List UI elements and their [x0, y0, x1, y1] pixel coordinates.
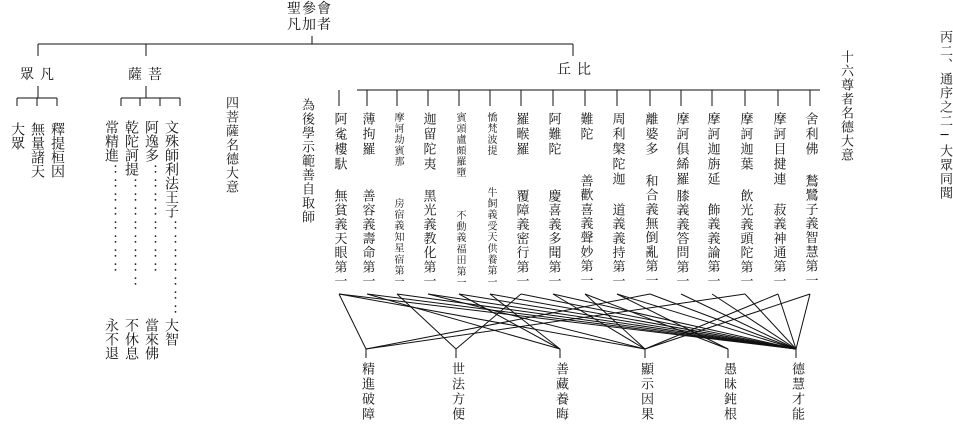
disciple-virtue: 膝義義答問第一 [673, 188, 689, 288]
category-label: 精進破障 [359, 362, 374, 422]
disciple-name: 羅睺羅 [513, 112, 529, 157]
disciple-name: 摩訶迦葉 [737, 112, 753, 172]
pusa-member-dots: ：：：：：：：： [103, 164, 119, 276]
disciple-virtue: 善容義壽命第一 [359, 188, 375, 288]
disciple-name: 薄拘羅 [359, 112, 375, 157]
disciple-virtue: 牛飼義受天供養第一 [485, 187, 496, 288]
disciple-name: 摩訶迦旃延 [704, 112, 720, 187]
disciple-virtue: 覆障義密行第一 [513, 188, 529, 288]
category-label: 世法方便 [449, 362, 464, 422]
disciple-virtue: 無貧義天眼第一 [331, 188, 347, 288]
pusa-member-suffix: 當來佛 [143, 318, 159, 360]
pusa-member-name: 阿逸多 [143, 120, 159, 162]
disciple-name: 難陀 [577, 112, 593, 142]
disciple-name: 憍梵波提 [485, 112, 496, 156]
category-label: 善藏養晦 [553, 362, 568, 422]
pusa-member-suffix: 永不退 [103, 318, 119, 360]
group-qiubi: 丘比 [557, 62, 597, 78]
disciple-name: 摩訶俱絺羅 [673, 112, 689, 187]
disciple-name: 賓頭盧頗羅墮 [454, 112, 465, 178]
zhongfan-member-2: 無量諸天 [29, 122, 45, 178]
link-line [553, 294, 796, 349]
category-label: 德慧才能 [789, 362, 804, 422]
group-pusa: 薩菩 [128, 67, 168, 83]
disciple-virtue: 房宿義知星宿第一 [392, 198, 403, 288]
link-line [367, 294, 560, 349]
link-line [367, 294, 796, 349]
link-line [778, 294, 796, 349]
disciple-name: 摩訶目揵連 [770, 112, 786, 187]
pusa-member-name: 乾陀訶提 [123, 120, 139, 176]
disciple-name: 阿㝹樓馱 [331, 112, 347, 172]
disciple-virtue: 黑光義教化第一 [420, 188, 436, 288]
pusa-note: 四菩薩名德大意 [223, 96, 238, 194]
disciple-virtue: 善歡喜義聲妙第一 [577, 174, 593, 288]
disciple-name: 阿難陀 [545, 112, 561, 157]
category-label: 顯示因果 [638, 362, 653, 422]
disciple-virtue: 菽義神通第一 [770, 202, 786, 288]
pusa-member-dots: ：：：：：：：： [123, 178, 139, 290]
disciple-name: 迦留陀夷 [420, 112, 436, 172]
pusa-member-dots: ：：：：：：： [163, 220, 179, 318]
root-title-line2: 凡加者 [287, 17, 332, 33]
disciple-name: 摩訶劫賓那 [392, 112, 403, 167]
link-line [366, 294, 745, 349]
zhongfan-member-1: 釋提桓因 [49, 122, 65, 178]
disciple-virtue: 飲光義頭陀第一 [737, 188, 753, 288]
page-label: 丙二、通序之二─大眾同聞 [937, 30, 952, 200]
disciple-virtue: 飾義義論第一 [704, 202, 720, 288]
pusa-member-dots: ：：：：：：：： [143, 164, 159, 276]
disciple-virtue: 鶖鷺子義智慧第一 [802, 174, 818, 288]
pusa-member-suffix: 不休息 [123, 318, 139, 360]
link-line [339, 294, 366, 349]
disciple-name: 離婆多 [642, 112, 658, 157]
link-line [456, 294, 521, 349]
link-line [796, 294, 810, 349]
zhongfan-member-3: 大眾 [9, 122, 25, 150]
pusa-member-suffix: 大智 [163, 318, 179, 346]
root-title-line1: 聖參會 [287, 1, 332, 17]
link-line [490, 294, 560, 349]
link-line [397, 294, 456, 349]
pusa-member-name: 常精進 [103, 120, 119, 162]
xue-note: 為後學示範善自取師 [299, 98, 314, 224]
sixteen-note: 十六尊者名德大意 [838, 50, 853, 162]
disciple-virtue: 不動義福田第一 [454, 209, 465, 288]
pusa-member-name: 文殊師利法王子 [163, 120, 179, 218]
disciple-name: 周利槃陀迦 [609, 112, 625, 187]
disciple-name: 舍利佛 [802, 112, 818, 157]
disciple-virtue: 道義義持第一 [609, 202, 625, 288]
category-label: 愚昧鈍根 [721, 362, 736, 422]
group-zhongfan: 眾凡 [20, 67, 60, 83]
disciple-virtue: 和合義無倒亂第一 [642, 174, 658, 288]
disciple-virtue: 慶喜義多聞第一 [545, 188, 561, 288]
